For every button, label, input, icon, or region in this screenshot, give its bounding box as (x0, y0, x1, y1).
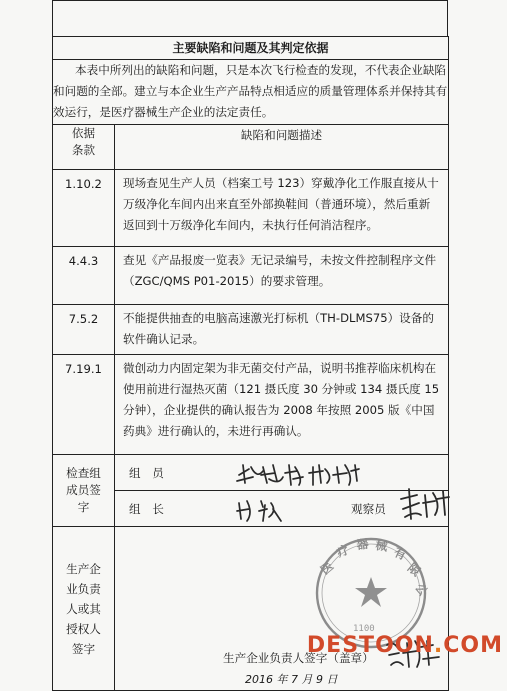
observer-handwritten-signature (397, 485, 455, 525)
svg-text:限: 限 (405, 560, 424, 580)
frame-right-line (447, 0, 448, 36)
watermark-suffix: COM (443, 633, 503, 658)
item-clause: 7.5.2 (53, 305, 115, 355)
column-header-basis-label: 依据条款 (71, 126, 96, 157)
watermark-text: DESTOON (306, 633, 434, 658)
svg-text:1100: 1100 (353, 624, 375, 634)
item-clause: 7.19.1 (53, 355, 115, 455)
svg-text:器: 器 (355, 536, 370, 552)
defect-table (52, 36, 449, 691)
manufacturer-label-cell (53, 527, 115, 691)
svg-text:公: 公 (412, 581, 431, 599)
column-header-basis (53, 125, 115, 170)
leader-signature-cell (115, 491, 449, 527)
manufacturer-signature-cell (115, 527, 449, 691)
item-description: 现场查见生产人员（档案工号 123）穿戴净化工作服直接从十万级净化车间内出来直至外部换鞋间（普通环境），然后重新返回到十万级净化车间内，未执行任何消洁程序。 (115, 170, 449, 247)
site-watermark (307, 633, 503, 658)
manufacturer-sign-label: 生产企业负责人签字（盖章） (223, 651, 374, 665)
table-title: 主要缺陷和问题及其判定依据 (53, 37, 449, 60)
manufacturer-sign-date: 2016 年 7 月 9 日 (245, 673, 338, 686)
member-handwritten-signature (233, 457, 373, 489)
watermark-dot: . (433, 633, 444, 658)
manufacturer-label: 生产企业负责人或其授权人签字 (66, 561, 101, 656)
intro-paragraph: 本表中所列出的缺陷和问题，只是本次飞行检查的发现，不代表企业缺陷和问题的全部。建立与本企业生产产品特点相适应的质量管理体系并保持其有效运行，是医疗器械生产企业的法定责任。 (53, 60, 449, 125)
svg-text:有: 有 (391, 544, 409, 563)
item-description: 微创动力内固定架为非无菌交付产品，说明书推荐临床机构在使用前进行湿热灭菌（121 摄氏度 30 分钟或 134 摄氏度 15 分钟），企业提供的确认报告为 2008 年按照 2005 版《中国药典》进行确认的，未进行再确认。 (115, 355, 449, 455)
frame-top-line (52, 0, 448, 1)
item-clause: 4.4.3 (53, 247, 115, 305)
svg-text:疗: 疗 (334, 542, 352, 560)
item-description: 不能提供抽查的电脑高速激光打标机（TH-DLMS75）设备的软件确认记录。 (115, 305, 449, 355)
svg-text:医: 医 (317, 558, 337, 578)
inspection-group-label-cell (53, 455, 115, 527)
inspection-group-label: 检查组成员签字 (66, 466, 101, 514)
observer-label: 观察员 (351, 502, 386, 516)
frame-left-line (52, 0, 53, 36)
leader-label: 组 长 (129, 502, 164, 516)
leader-handwritten-signature (233, 495, 293, 523)
member-label: 组 员 (129, 466, 164, 480)
item-description: 查见《产品报废一览表》无记录编号，未按文件控制程序文件（ZGC/QMS P01-2015）的要求管理。 (115, 247, 449, 305)
svg-text:械: 械 (374, 538, 389, 554)
column-header-description: 缺陷和问题描述 (115, 125, 449, 170)
item-clause: 1.10.2 (53, 170, 115, 247)
